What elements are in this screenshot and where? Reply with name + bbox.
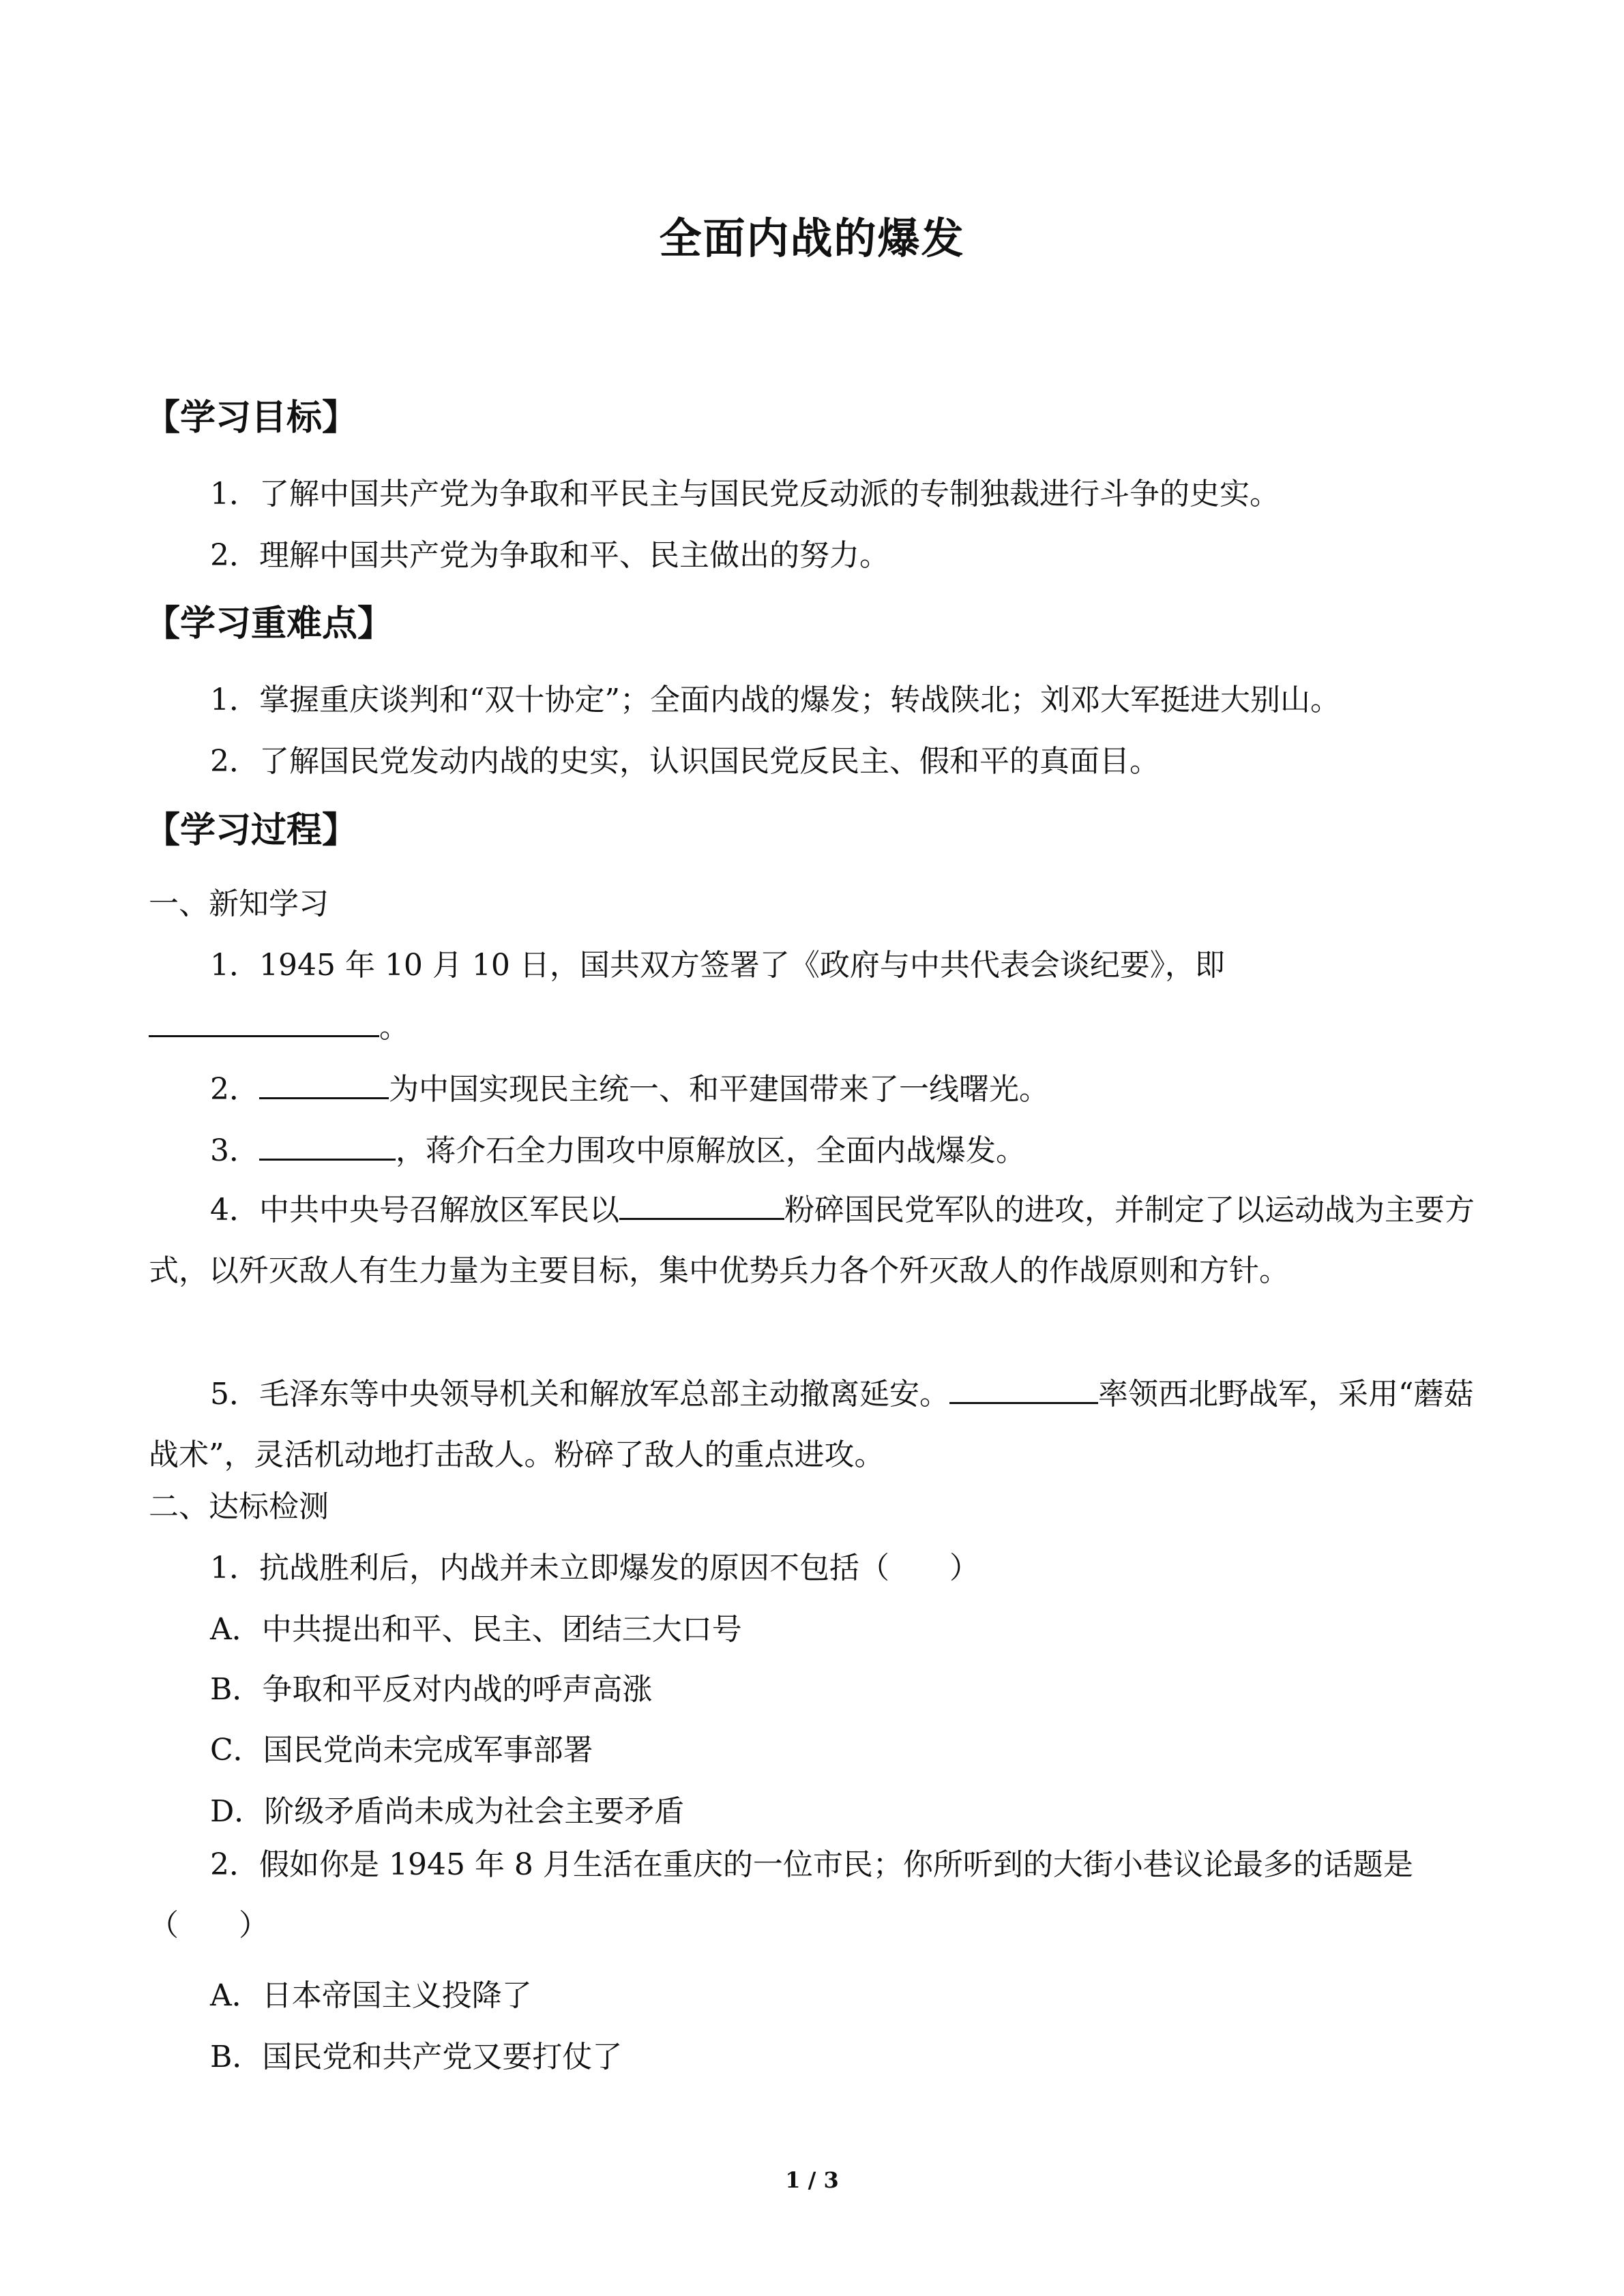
- heading-learning-goals: 【学习目标】: [145, 398, 358, 438]
- mc-question-1-option-d[interactable]: D．阶级矛盾尚未成为社会主要矛盾: [210, 1794, 685, 1829]
- heading-learning-process: 【学习过程】: [145, 810, 358, 851]
- key-point-item-1: 1．掌握重庆谈判和“双十协定”；全面内战的爆发；转战陕北；刘邓大军挺进大别山。: [210, 683, 1340, 717]
- answer-blank-1[interactable]: [149, 1005, 379, 1037]
- page-number: 1 / 3: [785, 2167, 839, 2193]
- fill-question-5: 5．毛泽东等中央领导机关和解放军总部主动撤离延安。 率领西北野战军，采用“蘑菇战术”，灵活机动地打击敌人。粉碎了敌人的重点进攻。: [149, 1364, 1486, 1485]
- fill-question-4: 4．中共中央号召解放区军民以 粉碎国民党军队的进攻，并制定了以运动战为主要方式，以歼灭敌人有生力量为主要目标，集中优势兵力各个歼灭敌人的作战原则和方针。: [149, 1180, 1486, 1301]
- new-knowledge-heading: 一、新知学习: [149, 886, 329, 921]
- goal-item-2: 2．理解中国共产党为争取和平、民主做出的努力。: [210, 538, 889, 573]
- mc-question-1-stem: 1．抗战胜利后，内战并未立即爆发的原因不包括（ ）: [210, 1551, 979, 1585]
- answer-blank-3[interactable]: [259, 1129, 396, 1161]
- mc-question-2-option-b[interactable]: B．国民党和共产党又要打仗了: [210, 2040, 623, 2074]
- mc-question-1-option-a[interactable]: A．中共提出和平、民主、团结三大口号: [210, 1612, 742, 1647]
- fill-question-3: 3． ，蒋介石全力围攻中原解放区，全面内战爆发。: [210, 1129, 1026, 1172]
- key-point-item-2: 2．了解国民党发动内战的史实，认识国民党反民主、假和平的真面目。: [210, 744, 1160, 779]
- answer-blank-2[interactable]: [259, 1067, 389, 1099]
- fill-question-1-answer: 。: [149, 1005, 409, 1048]
- mc-question-2-stem: 2．假如你是 1945 年 8 月生活在重庆的一位市民；你所听到的大街小巷议论最多的话题是（ ）: [149, 1847, 1413, 1943]
- assessment-heading: 二、达标检测: [149, 1489, 329, 1524]
- heading-key-points: 【学习重难点】: [145, 603, 394, 644]
- mc-question-1-option-c[interactable]: C．国民党尚未完成军事部署: [210, 1733, 593, 1768]
- fill-question-2: 2． 为中国实现民主统一、和平建国带来了一线曙光。: [210, 1067, 1049, 1110]
- mc-question-2-option-a[interactable]: A．日本帝国主义投降了: [210, 1978, 532, 2013]
- page-title: 全面内战的爆发: [659, 213, 965, 263]
- answer-blank-4[interactable]: [619, 1188, 784, 1220]
- answer-blank-5[interactable]: [949, 1372, 1098, 1404]
- mc-question-1-option-b[interactable]: B．争取和平反对内战的呼声高涨: [210, 1672, 653, 1707]
- goal-item-1: 1．了解中国共产党为争取和平民主与国民党反动派的专制独裁进行斗争的史实。: [210, 477, 1280, 511]
- fill-question-1: 1．1945 年 10 月 10 日，国共双方签署了《政府与中共代表会谈纪要》，即: [210, 948, 1225, 983]
